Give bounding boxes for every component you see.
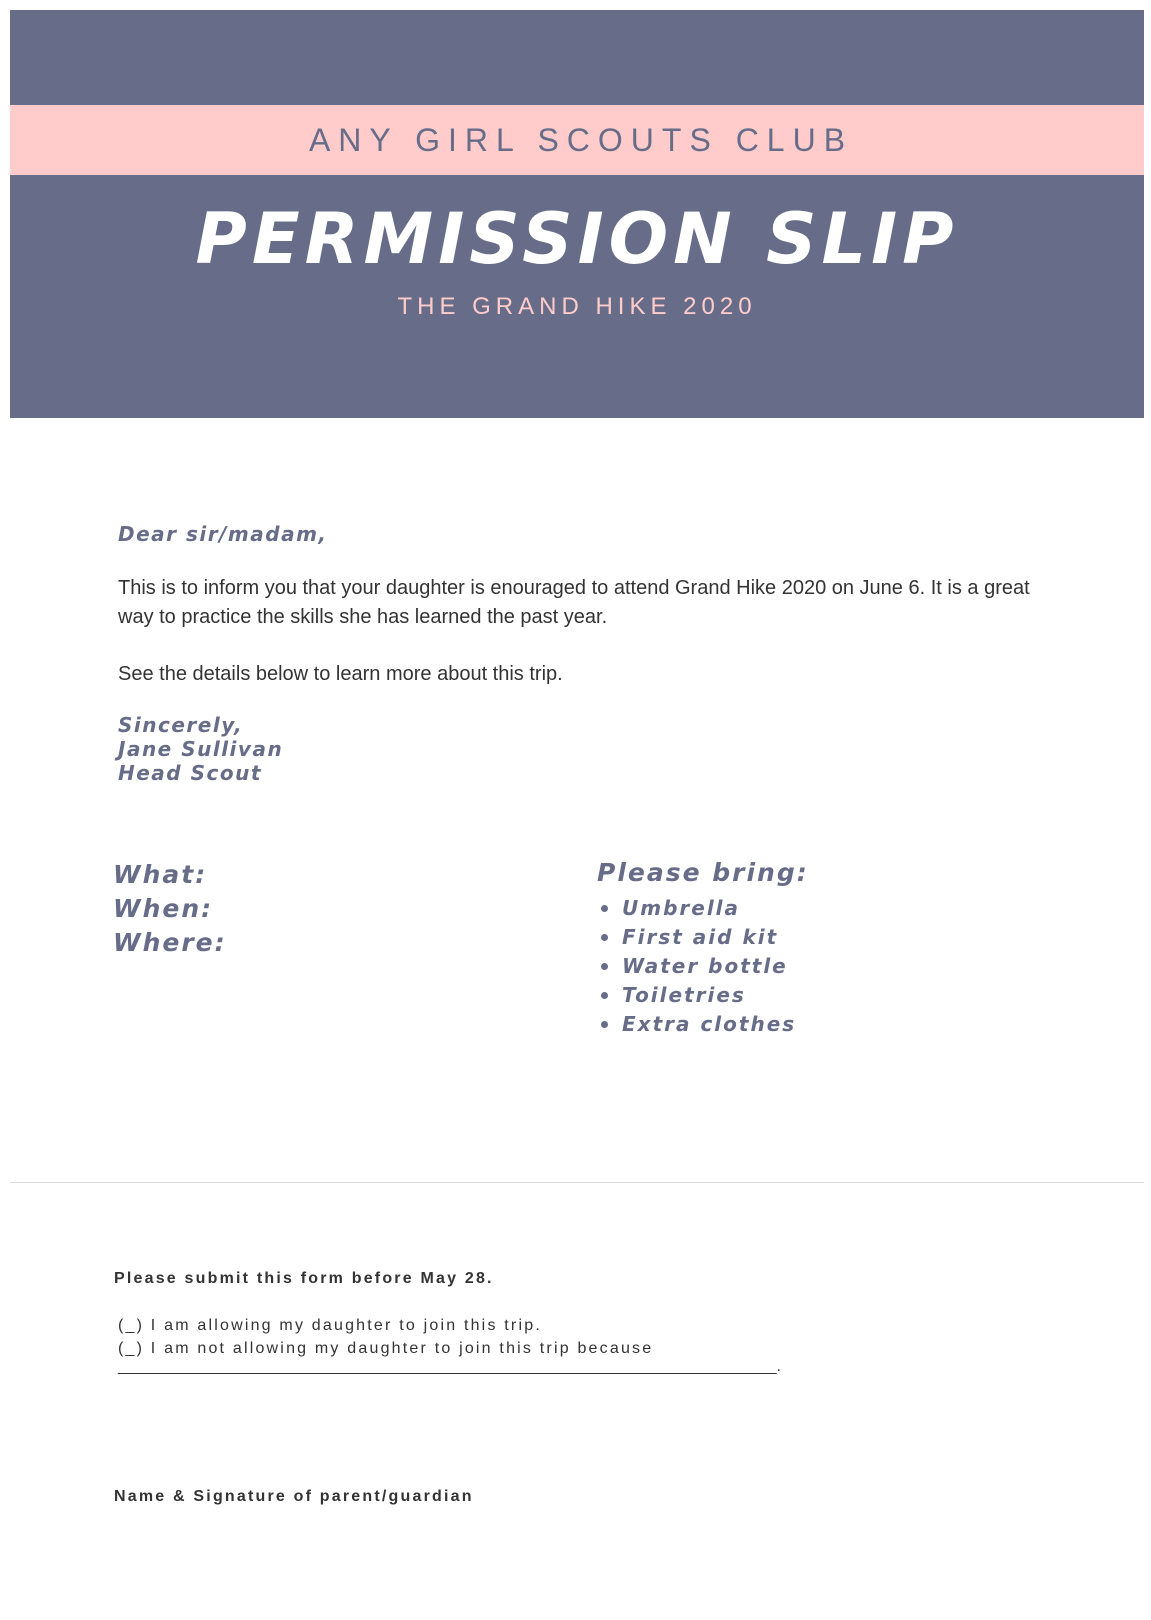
letter-paragraph-2: See the details below to learn more about this trip. (118, 663, 563, 685)
submit-deadline: Please submit this form before May 28. (114, 1270, 494, 1287)
section-divider (10, 1182, 1144, 1183)
list-item (597, 923, 796, 952)
org-band (10, 105, 1144, 175)
letter-paragraph-1: This is to inform you that your daughter is enouraged to attend Grand Hike 2020 on June 6. It is a great way to practice the skills she has learned the past year. (118, 577, 1030, 628)
option-allow[interactable]: (_) I am allowing my daughter to join this trip. (118, 1317, 542, 1334)
page-title: PERMISSION SLIP (195, 198, 959, 280)
letter-greeting: Dear sir/madam, (118, 522, 328, 546)
list-item (597, 952, 796, 981)
bring-item-label: Extra clothes (622, 1012, 797, 1036)
letter-signoff (118, 713, 283, 785)
bullet-icon (601, 934, 608, 941)
signoff-name: Jane Sullivan (118, 737, 284, 761)
bring-item-label: Water bottle (622, 954, 788, 978)
reason-fill-line[interactable]: __________________________________________________________________________. (118, 1358, 781, 1375)
bullet-icon (601, 963, 608, 970)
bring-list (597, 894, 796, 1039)
org-name: ANY GIRL SCOUTS CLUB (308, 121, 854, 158)
list-item (597, 894, 796, 923)
list-item (597, 1010, 796, 1039)
signoff-closing: Sincerely, (118, 713, 244, 737)
permission-options (118, 1314, 653, 1360)
bring-item-label: First aid kit (622, 925, 779, 949)
bring-title: Please bring: (597, 858, 809, 887)
when-label: When: (113, 894, 214, 923)
signature-label: Name & Signature of parent/guardian (114, 1488, 474, 1505)
header-banner (10, 10, 1144, 418)
signoff-role: Head Scout (118, 761, 262, 785)
bring-item-label: Toiletries (622, 983, 746, 1007)
bullet-icon (601, 905, 608, 912)
where-label: Where: (113, 928, 227, 957)
bullet-icon (601, 1021, 608, 1028)
list-item (597, 981, 796, 1010)
bring-item-label: Umbrella (622, 896, 741, 920)
option-deny[interactable]: (_) I am not allowing my daughter to join this trip because (118, 1340, 654, 1357)
what-label: What: (113, 860, 208, 889)
trip-details (113, 858, 227, 960)
bullet-icon (601, 992, 608, 999)
event-name: THE GRAND HIKE 2020 (397, 293, 757, 320)
